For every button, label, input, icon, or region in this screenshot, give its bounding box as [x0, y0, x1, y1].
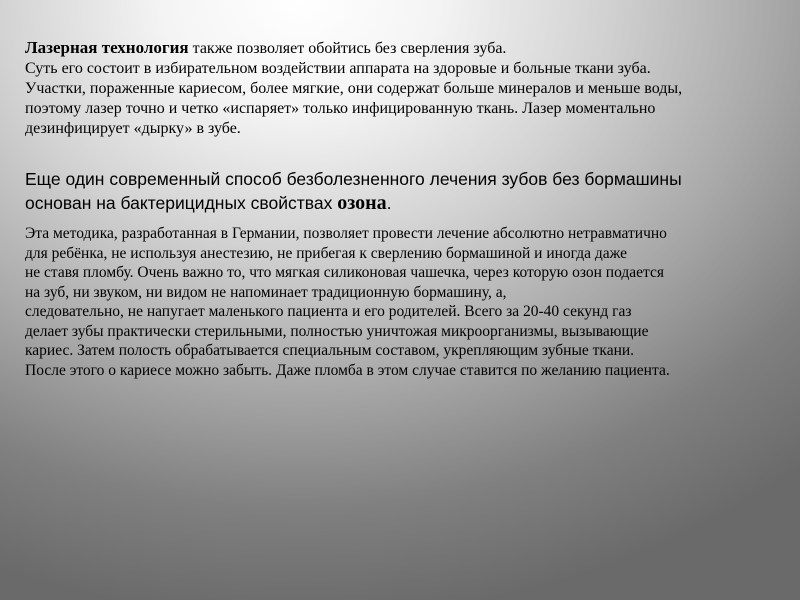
ozone-intro-suffix: .	[386, 193, 392, 213]
ozone-method-line-5: следовательно, не напугает маленького пациента и его родителей. Всего за 20-40 секунд газ	[25, 303, 632, 320]
paragraph-laser-technology	[25, 38, 682, 139]
ozone-method-line-6: делает зубы практически стерильными, полностью уничтожая микроорганизмы, вызывающие	[25, 322, 649, 340]
paragraph-laser-line-4: дезинфицирует «дырку» в зубе.	[25, 120, 241, 137]
paragraph-ozone-intro	[25, 167, 682, 215]
ozone-keyword: озона	[337, 192, 387, 214]
ozone-intro-line-1: Еще один современный способ безболезненного лечения зубов без бормашины	[25, 169, 682, 189]
ozone-intro-prefix: основан на бактерицидных свойствах	[25, 193, 338, 213]
ozone-method-line-7: кариес. Затем полость обрабатывается специальным составом, укрепляющим зубные ткани.	[25, 342, 635, 359]
paragraph-ozone-method	[25, 224, 670, 380]
ozone-method-line-4: на зуб, ни звуком, ни видом не напоминает традиционную бормашину, а,	[25, 283, 507, 301]
ozone-method-line-3: не ставя пломбу. Очень важно то, что мягкая силиконовая чашечка, через которую озон подается	[25, 264, 665, 281]
laser-lead-text: также позволяет обойтись без сверления зуба.	[188, 40, 507, 57]
paragraph-laser-line-1: Суть его состоит в избирательном воздействии аппарата на здоровые и больные ткани зуба.	[25, 60, 651, 77]
paragraph-laser-first-line	[25, 38, 682, 59]
ozone-method-line-8: После этого о кариесе можно забыть. Даже пломба в этом случае ставится по желанию пациента.	[25, 361, 670, 379]
paragraph-laser-line-2: Участки, пораженные кариесом, более мягкие, они содержат больше минералов и меньше воды,	[25, 80, 683, 97]
paragraph-laser-line-3: поэтому лазер точно и четко «испаряет» только инфицированную ткань. Лазер моментально	[25, 100, 656, 117]
ozone-method-line-2: для ребёнка, не используя анестезию, не прибегая к сверлению бормашиной и иногда даже	[25, 244, 628, 262]
ozone-intro-line-2	[25, 191, 682, 215]
ozone-method-line-1: Эта методика, разработанная в Германии, позволяет провести лечение абсолютно нетравматично	[25, 225, 667, 242]
laser-technology-heading: Лазерная технология	[25, 38, 189, 57]
